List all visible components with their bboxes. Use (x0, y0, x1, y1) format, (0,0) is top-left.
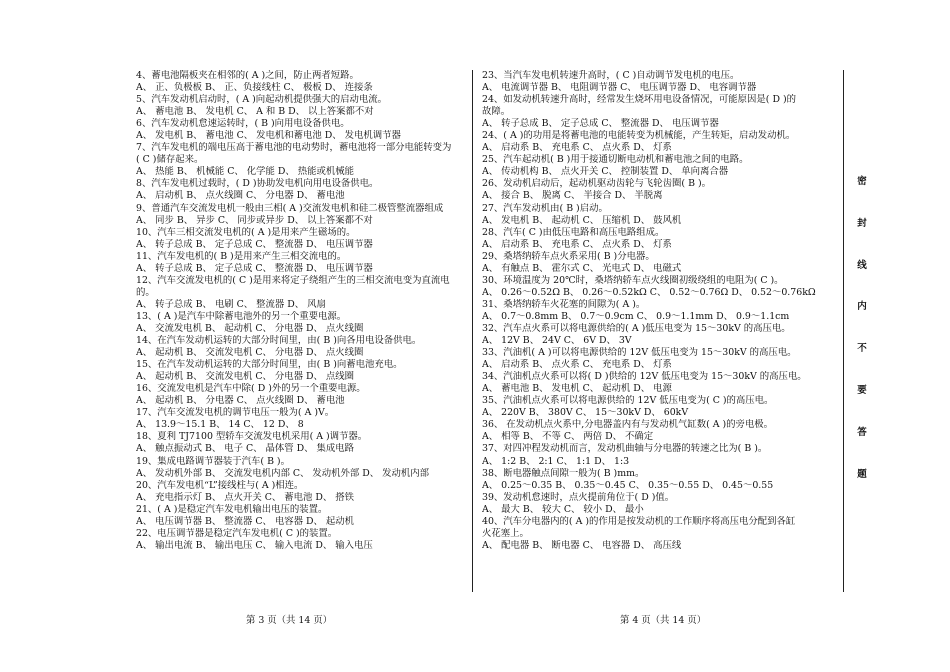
seal-notice-char: 题 (857, 468, 867, 480)
question-line: 24、如发动机转速升高时，经常发生烧坏用电设备情况，可能原因是( D )的 (482, 94, 796, 106)
question-line: 31、桑塔纳轿车火花塞的间隙为( A )。 (482, 298, 646, 310)
question-line: A、 相等 B、 不等 C、 两倍 D、 不确定 (482, 431, 654, 443)
question-line: 27、汽车发动机由( B )启动。 (482, 202, 608, 214)
question-line: 12、汽车交流发电机的( C )是用来将定子绕组产生的三相交流电变为直流电 (136, 274, 450, 286)
question-line: A、 发动机外部 B、 交流发电机内部 C、 发动机外部 D、 发动机内部 (136, 467, 429, 479)
question-line: A、 触点振动式 B、 电子 C、 晶体管 D、 集成电路 (136, 443, 354, 455)
question-line: 16、交流发电机是汽车中除( D )外的另一个重要电源。 (136, 383, 366, 395)
seal-notice-char: 线 (857, 259, 867, 271)
question-line: 22、电压调节器是稳定汽车发电机( C )的装置。 (136, 527, 338, 539)
question-line: 33、汽油机( A )可以将电源供给的 12V 低压电变为 15～30kV 的高压电。 (482, 347, 797, 359)
question-line: A、 起动机 B、 交流发电机 C、 分电器 D、 点线圈 (136, 371, 354, 383)
seal-notice-char: 要 (857, 384, 867, 396)
question-line: A、 交流发电机 B、 起动机 C、 分电器 D、 点火线圈 (136, 322, 364, 334)
question-line: 21、( A )是稳定汽车发电机输出电压的装置。 (136, 503, 328, 515)
question-line: 39、发动机怠速时，点火提前角位于( D )值。 (482, 491, 675, 503)
question-line: 的。 (136, 286, 155, 298)
question-line: ( C )储存起来。 (136, 154, 204, 166)
question-line: A、 蓄电池 B、 发电机 C、 A 和 B D、 以上答案都不对 (136, 106, 374, 118)
question-line: A、 最大 B、 较大 C、 较小 D、 最小 (482, 503, 644, 515)
question-line: A、 同步 B、 异步 C、 同步或异步 D、 以上答案都不对 (136, 214, 373, 226)
question-line: 18、夏利 TJ7100 型轿车交流发电机采用( A )调节器。 (136, 431, 368, 443)
question-line: A、 起动机 B、 分电器 C、 点火线圈 D、 蓄电池 (136, 395, 345, 407)
seal-notice-char: 封 (857, 217, 867, 229)
question-line: 28、汽车( C )由低压电路和高压电路组成。 (482, 226, 665, 238)
question-line: 14、在汽车发动机运转的大部分时间里，由( B )向各用电设备供电。 (136, 335, 422, 347)
seal-line (843, 70, 844, 592)
question-line: A、 1:2 B、 2:1 C、 1:1 D、 1:3 (482, 455, 630, 467)
right-question-column (482, 70, 820, 552)
page-number-right: 第 4 页（共 14 页） (620, 615, 707, 626)
question-line: A、 13.9～15.1 B、 14 C、 12 D、 8 (136, 419, 304, 431)
question-line: 8、汽车发电机过载时，( D )协助发电机向用电设备供电。 (136, 178, 379, 190)
question-line: A、 启动系 B、 点火系 C、 充电系 D、 灯系 (482, 359, 672, 371)
question-line: 9、普通汽车交流发电机一般由三相( A )交流发电机和硅二极管整流器组成 (136, 202, 444, 214)
question-line: A、 蓄电池 B、 发电机 C、 起动机 D、 电源 (482, 383, 672, 395)
page-number-left: 第 3 页（共 14 页） (246, 615, 333, 626)
question-line: A、 电压调节器 B、 整流器 C、 电容器 D、 起动机 (136, 515, 354, 527)
question-line: 25、汽车起动机( B )用于接通切断电动机和蓄电池之间的电路。 (482, 154, 749, 166)
question-line: A、 正、负极板 B、 正、负接线柱 C、 极板 D、 连接条 (136, 82, 373, 94)
question-line: 32、汽车点火系可以将电源供给的( A )低压电变为 15～30kV 的高压电。 (482, 322, 791, 334)
question-line: A、 转子总成 B、 定子总成 C、 整流器 D、 电压调节器 (136, 238, 373, 250)
question-line: A、 输出电流 B、 输出电压 C、 输入电流 D、 输入电压 (136, 539, 373, 551)
question-line: 4、蓄电池隔板夹在相邻的( A )之间，防止两者短路。 (136, 70, 359, 81)
question-line: A、 发电机 B、 蓄电池 C、 发电机和蓄电池 D、 发电机调节器 (136, 130, 401, 142)
question-line: 37、对四冲程发动机而言，发动机曲轴与分电器的转速之比为( B )。 (482, 443, 768, 455)
seal-line-notice (851, 176, 873, 510)
question-line: A、 发电机 B、 起动机 C、 压缩机 D、 鼓风机 (482, 214, 682, 226)
left-question-column (136, 70, 466, 552)
question-line: A、 启动系 B、 充电系 C、 点火系 D、 灯系 (482, 238, 672, 250)
question-line: 6、汽车发动机怠速运转时，( B )向用电设备供电。 (136, 118, 350, 130)
seal-notice-char: 密 (857, 176, 867, 187)
question-line: 19、集成电路调节器装于汽车( B )。 (136, 455, 290, 467)
question-line: 24、( A )的功用是将蓄电池的电能转变为机械能，产生转矩，启动发动机。 (482, 130, 796, 142)
column-divider (472, 70, 473, 592)
question-line: A、 接合 B、 脱离 C、 半接合 D、 半脱离 (482, 190, 663, 202)
seal-notice-char: 内 (857, 301, 867, 313)
question-line: 15、在汽车发动机运转的大部分时间里，由( B )向蓄电池充电。 (136, 359, 403, 371)
question-line: A、 起动机 B、 交流发电机 C、 分电器 D、 点火线圈 (136, 347, 364, 359)
question-line: A、 0.25～0.35 B、 0.35～0.45 C、 0.35～0.55 D、 0.45～0.55 (482, 479, 774, 491)
question-line: 34、汽油机点火系可以将( D )供给的 12V 低压电变为 15～30kV 的高压电。 (482, 371, 807, 383)
question-line: 36、 在发动机点火系中,分电器盖内有与发动机气缸数( A )的旁电极。 (482, 419, 774, 431)
question-line: A、 0.26～0.52Ω B、 0.26～0.52kΩ C、 0.52～0.76Ω D、 0.52～0.76kΩ (482, 286, 816, 298)
question-line: A、 启动系 B、 充电系 C、 点火系 D、 灯系 (482, 142, 672, 154)
question-line: 29、桑塔纳轿车点火系采用( B )分电器。 (482, 250, 655, 262)
question-line: A、 转子总成 B、 定子总成 C、 整流器 D、 电压调节器 (136, 262, 373, 274)
question-line: 13、( A )是汽车中除蓄电池外的另一个重要电源。 (136, 310, 347, 322)
seal-notice-char: 不 (857, 343, 867, 355)
question-line: A、 转子总成 B、 定子总成 C、 整流器 D、 电压调节器 (482, 118, 719, 130)
question-line: 23、当汽车发电机转速升高时，( C )自动调节发电机的电压。 (482, 70, 740, 81)
question-line: A、 配电器 B、 断电器 C、 电容器 D、 高压线 (482, 539, 682, 551)
question-line: A、 220V B、 380V C、 15～30kV D、 60kV (482, 407, 689, 419)
question-line: 30、环境温度为 20℃时，桑塔纳轿车点火线圈初级绕组的电阻为( C )。 (482, 274, 784, 286)
question-line: A、 热能 B、 机械能 C、 化学能 D、 热能或机械能 (136, 166, 354, 178)
question-line: 26、发动机启动后，起动机驱动齿轮与飞轮齿圈( B )。 (482, 178, 711, 190)
question-line: A、 充电指示灯 B、 点火开关 C、 蓄电池 D、 搭铁 (136, 491, 354, 503)
seal-notice-char: 答 (857, 426, 867, 438)
question-line: 40、汽车分电器内的( A )的作用是按发动机的工作顺序将高压电分配到各缸 (482, 515, 796, 527)
question-line: 火花塞上。 (482, 527, 529, 539)
question-line: A、 电流调节器 B、 电阻调节器 C、 电压调节器 D、 电容调节器 (482, 82, 757, 94)
question-line: 38、断电器触点间隙一般为( B )mm。 (482, 467, 645, 479)
question-line: 20、汽车发电机“L”接线柱与( A )相连。 (136, 479, 304, 491)
question-line: A、 启动机 B、 点火线圈 C、 分电器 D、 蓄电池 (136, 190, 345, 202)
question-line: A、 12V B、 24V C、 6V D、 3V (482, 335, 632, 347)
question-line: 5、汽车发动机启动时，( A )向起动机提供强大的启动电流。 (136, 94, 388, 106)
question-line: A、 传动机构 B、 点火开关 C、 控制装置 D、 单向离合器 (482, 166, 729, 178)
question-line: 故障。 (482, 106, 511, 118)
question-line: A、 0.7～0.8mm B、 0.7～0.9cm C、 0.9～1.1mm D、 0.9～1.1cm (482, 310, 790, 322)
question-line: 11、汽车发电机的( B )是用来产生三相交流电的。 (136, 250, 347, 262)
question-line: 17、汽车交流发电机的调节电压一般为( A )V。 (136, 407, 335, 419)
question-line: 10、汽车三相交流发电机的( A )是用来产生磁场的。 (136, 226, 356, 238)
question-line: A、 转子总成 B、 电刷 C、 整流器 D、 风扇 (136, 298, 326, 310)
question-line: 35、汽油机点火系可以将电源供给的 12V 低压电变为( C )的高压电。 (482, 395, 774, 407)
question-line: 7、汽车发电机的端电压高于蓄电池的电动势时，蓄电池将一部分电能转变为 (136, 142, 452, 154)
question-line: A、 有触点 B、 霍尔式 C、 光电式 D、 电磁式 (482, 262, 682, 274)
